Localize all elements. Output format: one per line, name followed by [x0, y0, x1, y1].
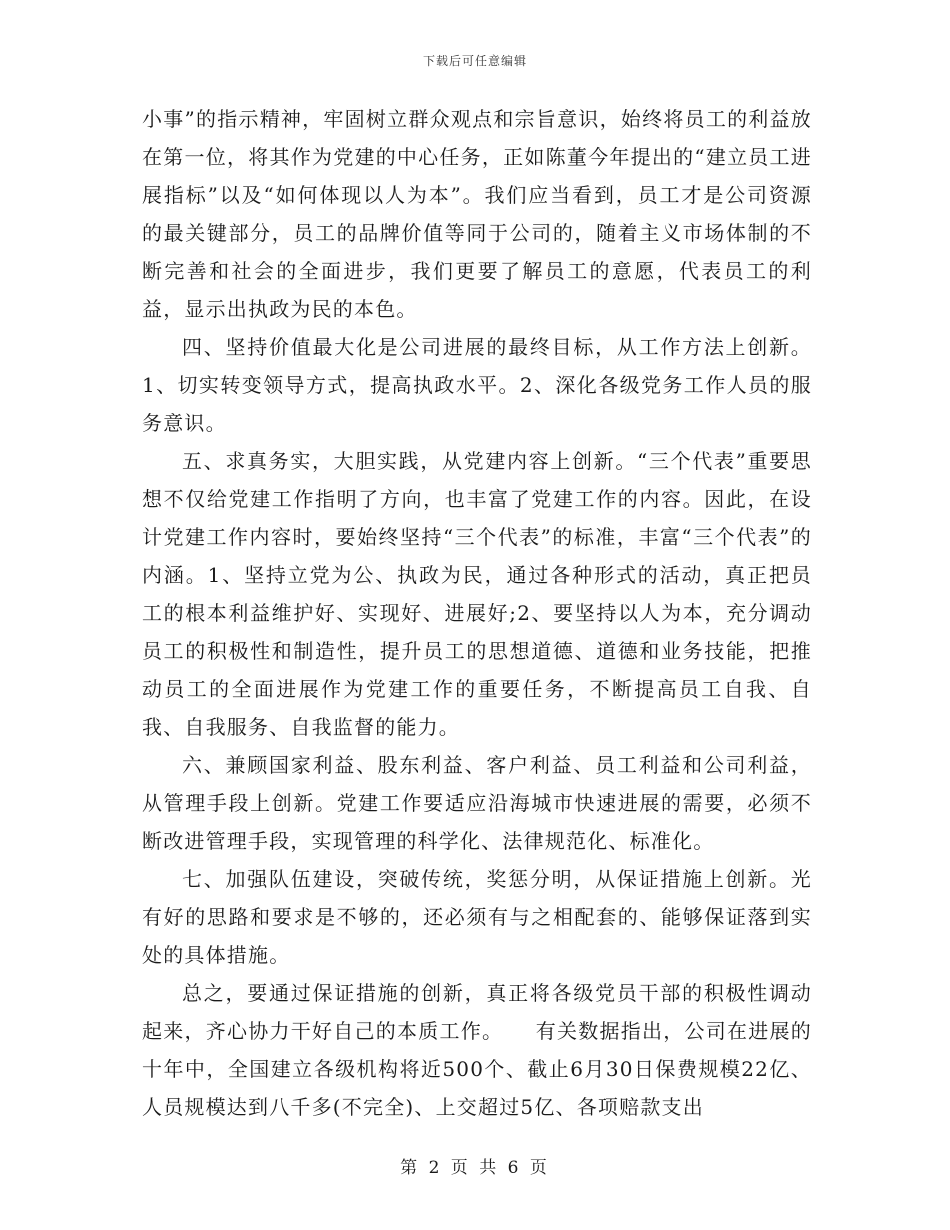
paragraph-section-seven: 七、加强队伍建设，突破传统，奖惩分明，从保证措施上创新。光有好的思路和要求是不够的，还必须有与之相配套的、能够保证落到实处的具体措施。 — [142, 867, 812, 967]
paragraph-section-five: 五、求真务实，大胆实践，从党建内容上创新。“三个代表”重要思想不仅给党建工作指明了方向，也丰富了党建工作的内容。因此，在设计党建工作内容时，要始终坚持“三个代表”的标准，丰富“三个代表”的内涵。1、坚持立党为公、执政为民，通过各种形式的活动，真正把员工的根本利益维护好、实现好、进展好;2、要坚持以人为本，充分调动员工的积极性和制造性，提升员工的思想道德、道德和业务技能，把推动员工的全面进展作为党建工作的重要任务，不断提高员工自我、自我、自我服务、自我监督的能力。 — [142, 449, 812, 739]
paragraph-summary: 总之，要通过保证措施的创新，真正将各级党员干部的积极性调动起来，齐心协力干好自己的本质工作。 有关数据指出，公司在进展的十年中，全国建立各级机构将近500个、截止6月30日保费规模22亿、人员规模达到八千多(不完全)、上交超过5亿、各项赔款支出 — [142, 981, 812, 1119]
page-number: 第 2 页 共 6 页 — [400, 1158, 550, 1178]
paragraph-section-six: 六、兼顾国家利益、股东利益、客户利益、员工利益和公司利益，从管理手段上创新。党建工作要适应沿海城市快速进展的需要，必须不断改进管理手段，实现管理的科学化、法律规范化、标准化。 — [142, 753, 812, 853]
paragraph-continuation: 小事”的指示精神，牢固树立群众观点和宗旨意识，始终将员工的利益放在第一位，将其作为党建的中心任务，正如陈董今年提出的“建立员工进展指标”以及“如何体现以人为本”。我们应当看到，员工才是公司资源的最关键部分，员工的品牌价值等同于公司的，随着主义市场体制的不断完善和社会的全面进步，我们更要了解员工的意愿，代表员工的利益，显示出执政为民的本色。 — [142, 107, 812, 321]
document-body — [142, 100, 812, 1126]
paragraph-section-four: 四、坚持价值最大化是公司进展的最终目标，从工作方法上创新。1、切实转变领导方式，提高执政水平。2、深化各级党务工作人员的服务意识。 — [142, 335, 812, 435]
page-header: 下载后可任意编辑 — [422, 54, 527, 68]
